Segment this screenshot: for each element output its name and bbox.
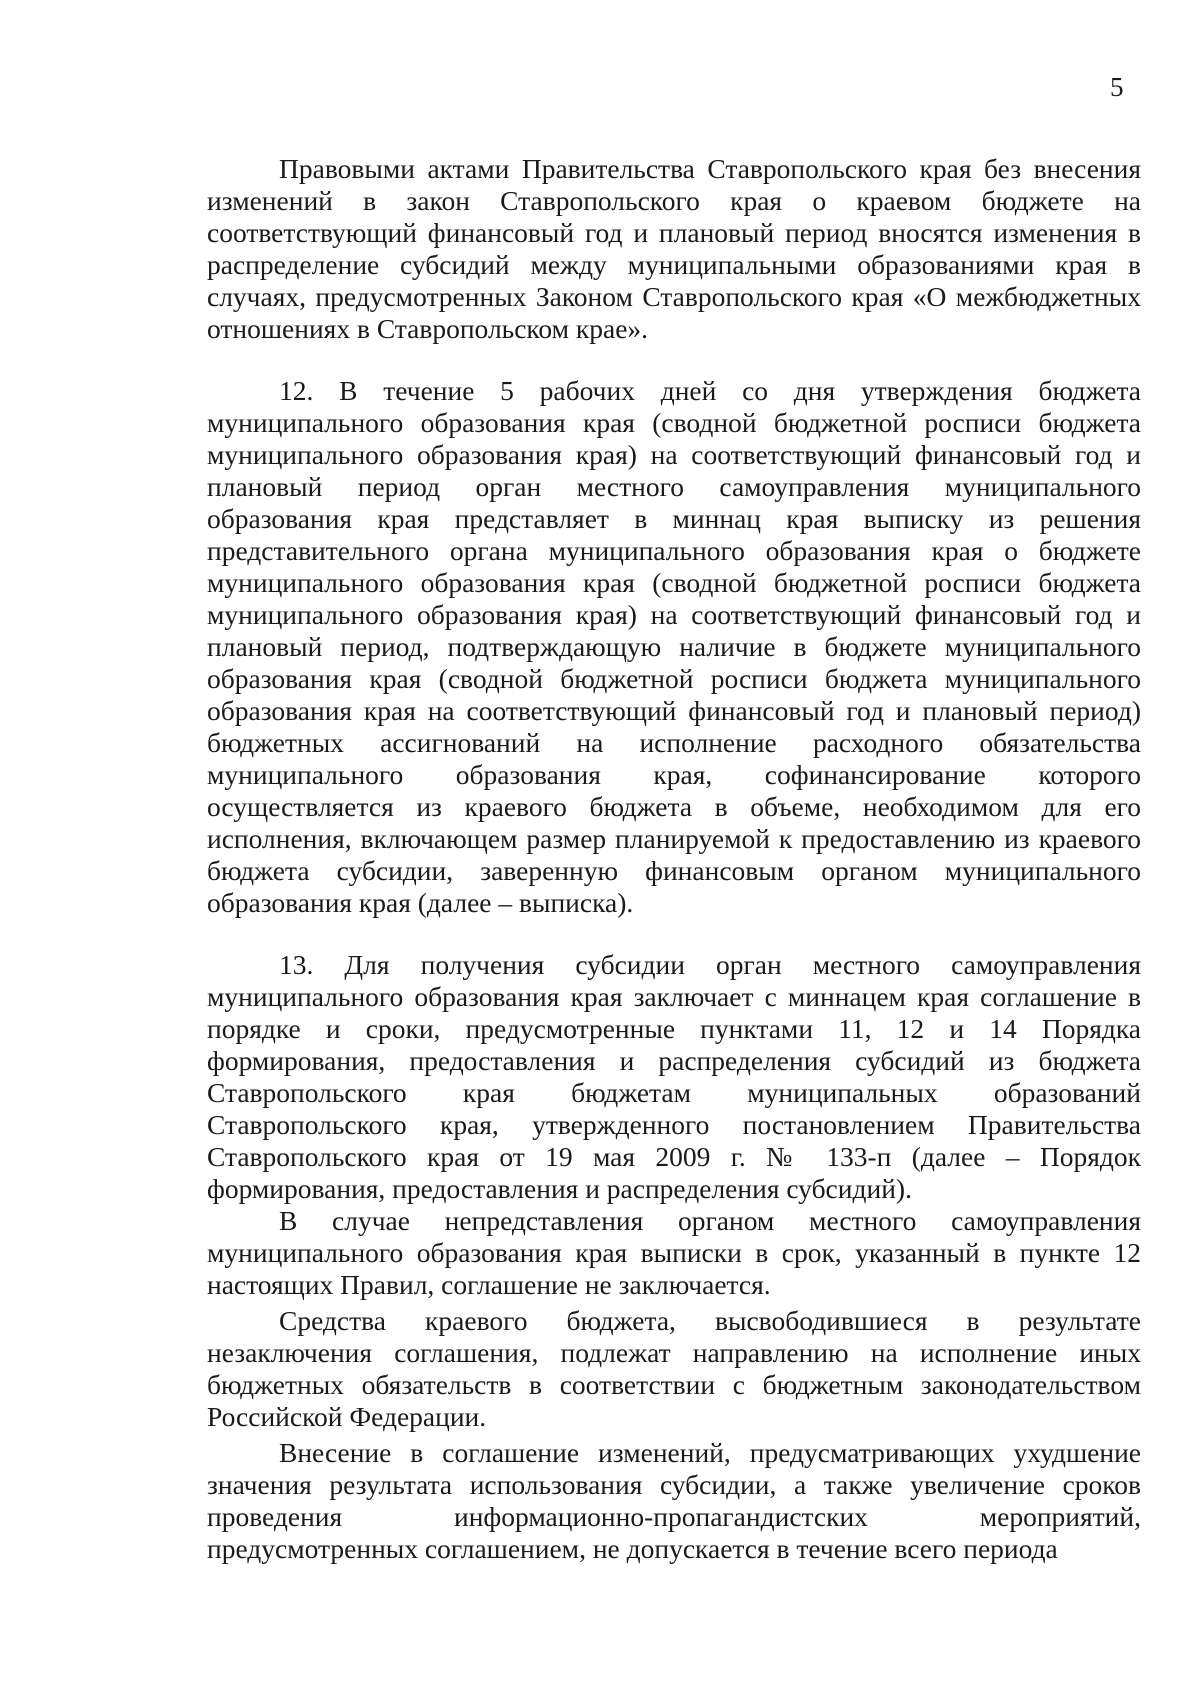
document-body (207, 153, 1141, 1565)
paragraph-12: 12. В течение 5 рабочих дней со дня утверждения бюджета муниципального образования края (сводной бюджетной росписи бюджета муниципального образования края) на соответствующий финансовый год и плановый период орган местного самоуправления муниципального образования края представляет в миннац края выписку из решения представительного органа муниципального образования края о бюджете муниципального образования края (сводной бюджетной росписи бюджета муниципального образования края) на соответствующий финансовый год и плановый период, подтверждающую наличие в бюджете муниципального образования края (сводной бюджетной росписи бюджета муниципального образования края на соответствующий финансовый год и плановый период) бюджетных ассигнований на исполнение расходного обязательства муниципального образования края, софинансирование которого осуществляется из краевого бюджета в объеме, необходимом для его исполнения, включающем размер планируемой к предоставлению из краевого бюджета субсидии, заверенную финансовым органом муниципального образования края (далее – выписка). (207, 375, 1141, 918)
paragraph-budget-funds: Средства краевого бюджета, высвободившиеся в результате незаключения соглашения, подлежат направлению на исполнение иных бюджетных обязательств в соответствии с бюджетным законодательством Российской Федерации. (207, 1305, 1141, 1432)
page-number: 5 (1110, 72, 1124, 102)
paragraph-legal-acts: Правовыми актами Правительства Ставропольского края без внесения изменений в закон Ставропольского края о краевом бюджете на соответствующий финансовый год и плановый период вносятся изменения в распределение субсидий между муниципальными образованиями края в случаях, предусмотренных Законом Ставропольского края «О межбюджетных отношениях в Ставропольском крае». (207, 153, 1141, 344)
paragraph-non-submission: В случае непредставления органом местного самоуправления муниципального образования края выписки в срок, указанный в пункте 12 настоящих Правил, соглашение не заключается. (207, 1205, 1141, 1300)
paragraph-agreement-changes: Внесение в соглашение изменений, предусматривающих ухудшение значения результата использования субсидии, а также увеличение сроков проведения информационно-пропагандистских мероприятий, предусмотренных соглашением, не допускается в течение всего периода (207, 1437, 1141, 1564)
paragraph-13: 13. Для получения субсидии орган местного самоуправления муниципального образования края заключает с миннацем края соглашение в порядке и сроки, предусмотренные пунктами 11, 12 и 14 Порядка формирования, предоставления и распределения субсидий из бюджета Ставропольского края бюджетам муниципальных образований Ставропольского края, утвержденного постановлением Правительства Ставропольского края от 19 мая 2009 г. № 133-п (далее – Порядок формирования, предоставления и распределения субсидий). (207, 949, 1141, 1204)
